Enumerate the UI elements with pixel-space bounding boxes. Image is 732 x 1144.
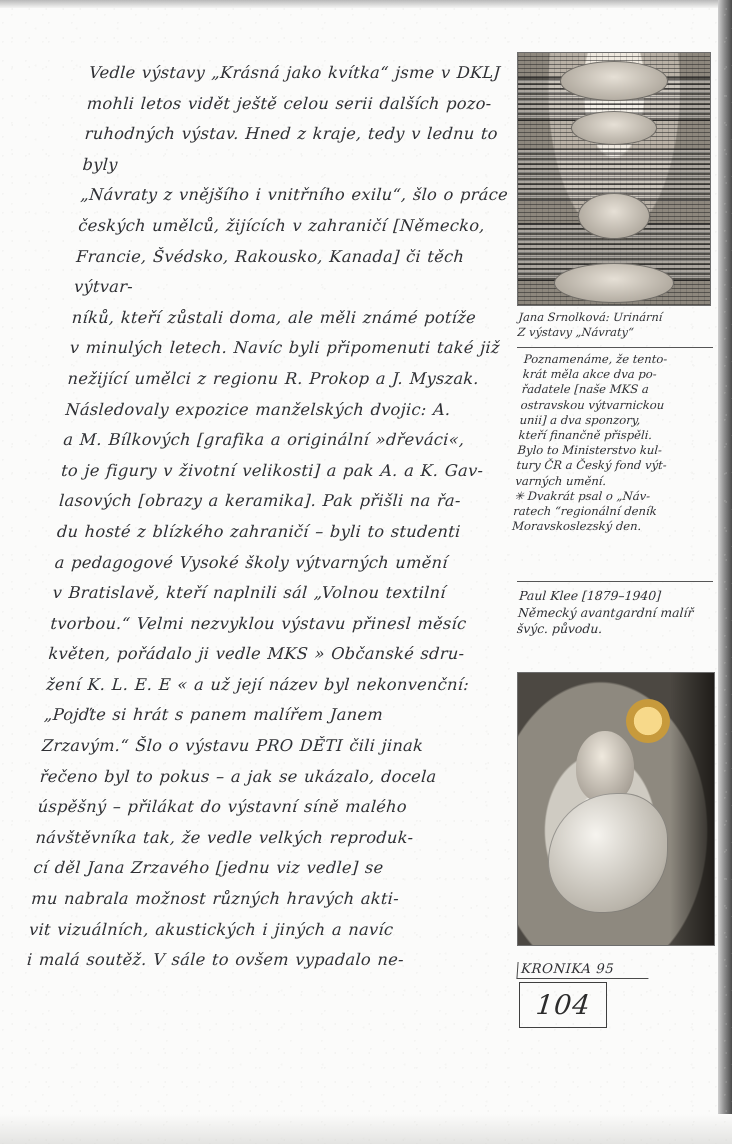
margin-note-organizers: Poznamenáme, že tento- krát měla akce dva po- řadatele [naše MKS a ostravskou výtvarnickou unii] a dva sponzory, kteří finančně přispěli. Bylo to Ministerstvo kul- tury ČR a Český fond výt- varných umění. ✳ Dvakrát psal o „Náv- ratech “regionální deník Moravskoslezský den. bbox=[511, 352, 668, 534]
engraving-shape bbox=[571, 111, 657, 145]
photo-shadow-overlay bbox=[670, 673, 714, 945]
handwritten-body-text: Vedle výstavy „Krásná jako kvítka“ jsme v DKLJ mohli letos vidět ještě celou serii dalších pozo- ruhodných výstav. Hned z kraje, tedy v lednu to byly „Návraty z vnějšího i vnitřního exilu“, šlo o práce českých umělců, žijících v zahraničí [Německo, Francie, Švédsko, Rakousko, Kanada] či těch výtvar- níků, kteří zůstali doma, ale měli známé potíže v minulých letech. Navíc byli připomenuti také již nežijící umělci z regionu R. Prokop a J. Myszak. Následovaly expozice manželských dvojic: A. a M. Bílkových [grafika a originální »dřeváci«, to je figury v životní velikosti] a pak A. a K. Gav- lasových [obrazy a keramika]. Pak přišli na řa- du hosté z blízkého zahraničí – byli to studenti a pedagogové Vysoké školy výtvarných umění v Bratislavě, kteří naplnili sál „Volnou textilní tvorbou.“ Velmi nezvyklou výstavu přinesl měsíc květen, pořádalo ji vedle MKS » Občanské sdru- žení K. L. E. E « a už její název byl nekonvenční: „Pojďte si hrát s panem malířem Janem Zrzavým.“ Šlo o výstavu PRO DĚTI čili jinak řečeno byl to pokus – a jak se ukázalo, docela úspěšný – přilákat do výstavní síně malého návštěvníka tak, že vedle velkých reproduk- cí děl Jana Zrzavého [jednu viz vedle] se mu nabrala možnost různých hravých akti- vit vizuálních, akustických i jiných a navíc i malá soutěž. V sále to ovšem vypadalo ne- bbox=[26, 63, 509, 970]
halo-shape bbox=[626, 699, 670, 743]
divider-rule bbox=[517, 581, 713, 582]
figure-bottom-angel-photo bbox=[517, 672, 715, 946]
figure-top-caption: Jana Srnolková: Urinární Z výstavy „Návraty“ bbox=[517, 310, 663, 340]
divider-rule bbox=[517, 347, 713, 348]
scan-edge-bottom bbox=[0, 1114, 732, 1144]
engraving-shape bbox=[554, 263, 674, 303]
chronicle-label: KRONIKA 95 bbox=[516, 962, 649, 979]
scan-edge-right bbox=[718, 0, 732, 1144]
engraving-shape bbox=[578, 193, 650, 239]
figure-top-engraving bbox=[517, 52, 711, 306]
scan-edge-top bbox=[0, 0, 732, 8]
page-number: 104 bbox=[534, 989, 592, 1021]
page-number-box bbox=[519, 982, 607, 1028]
figure-wing-shape bbox=[548, 793, 668, 913]
engraving-shape bbox=[560, 61, 668, 101]
margin-note-paul-klee: Paul Klee [1879–1940] Německý avantgardní malíř švýc. původu. bbox=[516, 588, 695, 637]
